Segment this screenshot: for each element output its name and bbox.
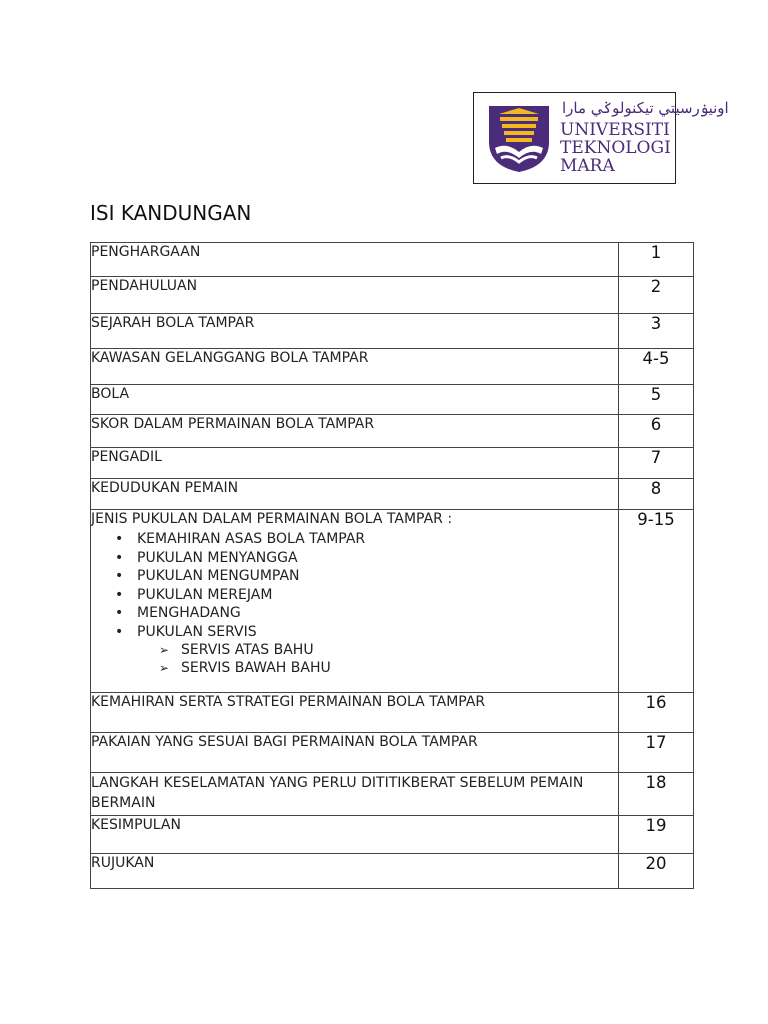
list-item-label: PUKULAN MEREJAM <box>137 586 273 603</box>
toc-page: 18 <box>619 773 694 816</box>
logo-jawi-text: اونيۏرسيتي تيكنولوݢي مارا <box>562 99 729 117</box>
toc-label: PENGADIL <box>91 448 619 479</box>
list-item-label: PUKULAN MENYANGGA <box>137 549 298 566</box>
toc-page: 9-15 <box>619 510 694 693</box>
list-item <box>115 530 618 549</box>
list-item <box>115 549 618 568</box>
arrow-bullet-icon: ➢ <box>159 643 170 657</box>
table-row <box>91 277 694 314</box>
logo-line-3: MARA <box>560 156 615 176</box>
toc-page: 3 <box>619 314 694 349</box>
table-row <box>91 243 694 277</box>
list-item <box>115 623 618 642</box>
list-item <box>115 567 618 586</box>
toc-label: LANGKAH KESELAMATAN YANG PERLU DITITIKBERAT SEBELUM PEMAIN BERMAIN <box>91 773 619 816</box>
toc-page: 1 <box>619 243 694 277</box>
toc-table <box>90 242 694 889</box>
toc-page: 8 <box>619 479 694 510</box>
list-item <box>159 659 618 677</box>
list-item-label: PUKULAN MENGUMPAN <box>137 568 300 584</box>
toc-label: RUJUKAN <box>91 854 619 889</box>
table-row <box>91 733 694 773</box>
uitm-logo <box>473 92 729 184</box>
table-row <box>91 479 694 510</box>
sub-item-list <box>91 530 618 641</box>
toc-label: KEDUDUKAN PEMAIN <box>91 479 619 510</box>
toc-label: SEJARAH BOLA TAMPAR <box>91 314 619 349</box>
list-item-label: KEMAHIRAN ASAS BOLA TAMPAR <box>137 531 366 547</box>
table-row <box>91 349 694 385</box>
toc-page: 5 <box>619 385 694 415</box>
bullet-icon: • <box>115 568 124 584</box>
bullet-icon: • <box>115 605 124 621</box>
bullet-icon: • <box>115 549 124 566</box>
table-row <box>91 693 694 733</box>
table-row <box>91 415 694 448</box>
toc-label: SKOR DALAM PERMAINAN BOLA TAMPAR <box>91 415 619 448</box>
toc-label: BOLA <box>91 385 619 415</box>
list-item-label: MENGHADANG <box>137 605 241 621</box>
logo-wordmark <box>560 121 671 175</box>
toc-page: 2 <box>619 277 694 314</box>
sub-sub-item-list <box>91 641 618 677</box>
toc-page: 7 <box>619 448 694 479</box>
toc-page: 6 <box>619 415 694 448</box>
toc-label-with-list <box>91 510 619 693</box>
bullet-icon: • <box>115 586 124 603</box>
toc-page: 17 <box>619 733 694 773</box>
list-item <box>115 586 618 605</box>
logo-line-1: UNIVERSITI <box>560 120 670 140</box>
table-row <box>91 854 694 889</box>
bullet-icon: • <box>115 623 124 640</box>
toc-page: 4-5 <box>619 349 694 385</box>
toc-label: KEMAHIRAN SERTA STRATEGI PERMAINAN BOLA TAMPAR <box>91 693 619 733</box>
toc-label: KAWASAN GELANGGANG BOLA TAMPAR <box>91 349 619 385</box>
table-row <box>91 314 694 349</box>
toc-label: JENIS PUKULAN DALAM PERMAINAN BOLA TAMPAR : <box>91 511 453 527</box>
table-row <box>91 385 694 415</box>
table-row <box>91 448 694 479</box>
toc-label: PENDAHULUAN <box>91 277 619 314</box>
list-item <box>159 641 618 659</box>
uitm-shield-icon <box>487 104 551 174</box>
page-title: ISI KANDUNGAN <box>90 201 252 225</box>
list-item-label: SERVIS BAWAH BAHU <box>181 660 331 676</box>
table-row <box>91 773 694 816</box>
table-row <box>91 816 694 854</box>
table-row <box>91 510 694 693</box>
toc-page: 20 <box>619 854 694 889</box>
list-item <box>115 604 618 623</box>
toc-label: KESIMPULAN <box>91 816 619 854</box>
arrow-bullet-icon: ➢ <box>159 661 170 675</box>
toc-label: PAKAIAN YANG SESUAI BAGI PERMAINAN BOLA TAMPAR <box>91 733 619 773</box>
bullet-icon: • <box>115 531 124 547</box>
toc-page: 16 <box>619 693 694 733</box>
logo-line-2: TEKNOLOGI <box>560 138 671 158</box>
list-item-label: PUKULAN SERVIS <box>137 623 257 640</box>
toc-label: PENGHARGAAN <box>91 243 619 277</box>
toc-page: 19 <box>619 816 694 854</box>
list-item-label: SERVIS ATAS BAHU <box>181 642 314 658</box>
